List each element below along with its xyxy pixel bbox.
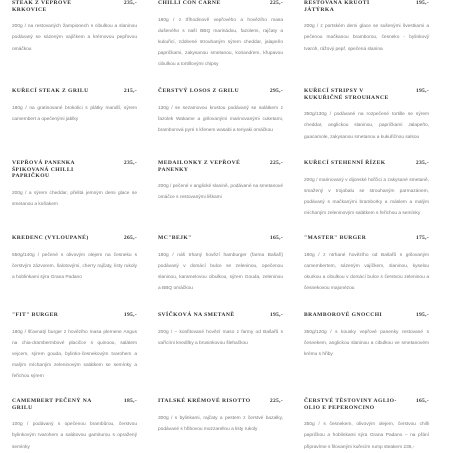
dish-description: 100g / podávaný s opečenou brambůrou, čerstvou bylinkovým tvarohem a salátovou garniturou s opražený semínky <box>12 422 137 450</box>
dish-price: 225,- <box>269 0 283 6</box>
dish-name: ČERSTVÉ TĚSTOVINY AGLIO-OLIO E PEPERONCINO <box>304 398 397 411</box>
dish-name: ITALSKÉ KRÉMOVÉ RISOTTO <box>158 398 251 404</box>
menu-item <box>12 160 137 210</box>
menu-item <box>12 0 137 55</box>
dish-description: 200g / z portském demi glace se sušenými švestkami a pečenou mačkanou bramborou, česneko - bylinkový tvaroh, rážový pepř, opečená slanina <box>304 24 429 52</box>
menu-item <box>158 398 283 435</box>
dish-price: 225,- <box>269 160 283 166</box>
menu-item <box>12 398 137 453</box>
dish-price: 215,- <box>123 88 137 94</box>
dish-description: 350g/130g / podávané na rozpečené tortille se sýrem cheddar, anglickou slaninou, papričkami Jalapeño, guacamole, zakysanou smetanou a kukuřičnou salsou <box>304 112 429 140</box>
dish-name: VEPŘOVÁ PANENKA ŠPIKOVANÁ CHILLI PAPRIČKOU <box>12 160 75 180</box>
dish-description: 180g / náš trhaný hovězí hamburger (farma Bašaři) podávaný v domácí bulce se zeleninou, opečenou slaninou, karamelovou cibulkou, sýrem Gouda, zeleninou a BBQ omáčkou <box>158 252 283 292</box>
menu-item <box>304 312 429 360</box>
dish-description: 350g/120g / s kousky vepřové panenky restované s česnekem, anglickou slaninou a cibulkou ve smetanovém krému s hřiby <box>304 329 429 357</box>
menu-item <box>158 160 283 204</box>
dish-price: 195,- <box>269 312 283 318</box>
dish-price: 165,- <box>269 235 283 241</box>
dish-name: "FIT" BURGER <box>12 312 59 318</box>
dish-description: 350g / s česnekem, olivovým olejem, čerstvou chilli papričkou a hoblinkami sýra Grana Padano – na přání připravíme s filovaným kuřecím rump steakem 235,- <box>304 422 429 450</box>
dish-price: 165,- <box>415 398 429 404</box>
dish-name: STEAK Z VEPŘOVÉ KRKOVICE <box>12 0 72 13</box>
dish-description: 300g / s bylinkami, rajčaty a pestem z čerstvé bazalky, podávané s hřibovou mozzarellou a listy rukoly <box>158 415 283 432</box>
dish-description: 180g / na gratinované brokolici s plátky mandlí, sýrem camembert a opečenými jablky <box>12 105 137 122</box>
dish-price: 195,- <box>123 312 137 318</box>
menu-item <box>304 0 429 55</box>
dish-description: 200g / – konfitované hovězí maso z farmy od Bašařů s vařícími knedlíky a brusinkovou šlehačkou <box>158 329 283 346</box>
dish-name: KREDENC (VYLOUPANÉ) <box>12 235 89 241</box>
dish-name: "MASTER" BURGER <box>304 235 367 241</box>
menu-item <box>12 235 137 283</box>
dish-name: SVÍČKOVÁ NA SMETANĚ <box>158 312 235 318</box>
dish-name: BRAMBOROVÉ GNOCCHI <box>304 312 383 318</box>
dish-name: ČERSTVÝ LOSOS Z GRILU <box>158 88 240 94</box>
menu-item <box>158 235 283 294</box>
menu-item <box>12 88 137 125</box>
dish-name: KUŘECÍ STRIPSY V KUKUŘIČNÉ STROUHANCE <box>304 88 389 101</box>
dish-name: KUŘECÍ STEAK Z GRILU <box>12 88 89 94</box>
menu-item <box>304 88 429 143</box>
menu-item <box>12 312 137 383</box>
dish-price: 195,- <box>415 0 429 6</box>
dish-description: 130g / se sezamovou krustou podávaný se salátkem z fazolek Wakame a grilovanými marinovanými cuketami, bramborová pyré s křenem wasabi a teriyaki omáčkou <box>158 105 283 133</box>
dish-description: 200g / na restovaných žampionech s cibulkou a slaninou podávaný se sázeným vajíčkem a krémovou pepřovou omáčkou <box>12 24 137 52</box>
menu-item <box>304 398 429 453</box>
dish-price: 235,- <box>123 160 137 166</box>
dish-name: MC"BEJK" <box>158 235 192 241</box>
dish-description: 200g / pečené v anglické slanině, podávané na smetanové omáčce s restovanými liškami <box>158 184 283 201</box>
dish-price: 235,- <box>123 0 137 6</box>
dish-price: 185,- <box>123 398 137 404</box>
dish-price: 195,- <box>415 312 429 318</box>
dish-price: 295,- <box>269 88 283 94</box>
dish-description: 180g / z ntrhané hovězího od Bašařů s grilovaným camembertem, sázeným vajíčkem, slaninou, kyselou okurkou a cibulkou v domácí bulce s čerstvou zeleninou a česnekovou majonézou <box>304 252 429 292</box>
dish-name: CAMEMBERT PEČENÝ NA GRILU <box>12 398 92 411</box>
dish-description: 200g / marinovaný v dijonské hořčici a zakysané smetaně, smažený v trojobalu se strouhaným parmazánem, podávaný s mačkanými bramborky a máslem a malým míchaným zeleninovým salátkem s řeřichou a semínky <box>304 177 429 217</box>
dish-name: MEDAILONKY Z VEPŘOVÉ PANENKY <box>158 160 241 173</box>
dish-description: 200g / a sýrem cheddar, přelitá jemným demi glace se smetanou a koňakem <box>12 190 137 207</box>
dish-description: 180g / z tříhodinově vepřového a hovězího masa dušeného s naší BBQ marinádou, fazolemi, rajčaty a kukuřicí, zdobené strouhaným sýrem cheddar, jalapeňo papričkami, zakysanou smetanou, koriandrem, křupavou cibulkou a tortillovými chipsy <box>158 17 283 68</box>
dish-description: 180g / šťavnatý burger z hovězího masa plemene Angus na chia-drambermbové placičce s quinoou, salátem vejcem, sýrem gouda, bylinko-česnekovým tvarohem a malým míchaným zeleninovým salátkem se semínky a řeřichou sýrem <box>12 329 137 380</box>
dish-price: 235,- <box>415 160 429 166</box>
dish-description: 550g/140g / pečené s olivovým olejem na česneku s čerstvým zázvorem, šalotovými, cherry rajčaty, listy rukoly a hoblinkami sýra Grana Padano <box>12 252 137 280</box>
menu-item <box>304 235 429 294</box>
dish-price: 195,- <box>415 88 429 94</box>
dish-price: 225,- <box>269 398 283 404</box>
dish-price: 175,- <box>415 235 429 241</box>
dish-name: CHILLI CON CARNE <box>158 0 221 6</box>
dish-name: KUŘECÍ STEHENNÍ ŘÍZEK <box>304 160 386 166</box>
menu-item <box>158 0 283 71</box>
menu-item <box>158 88 283 136</box>
dish-price: 265,- <box>123 235 137 241</box>
menu-item <box>158 312 283 349</box>
dish-name: RESTOVANÁ KRUOTÍ JÁTÝRKA <box>304 0 370 13</box>
menu-item <box>304 160 429 219</box>
